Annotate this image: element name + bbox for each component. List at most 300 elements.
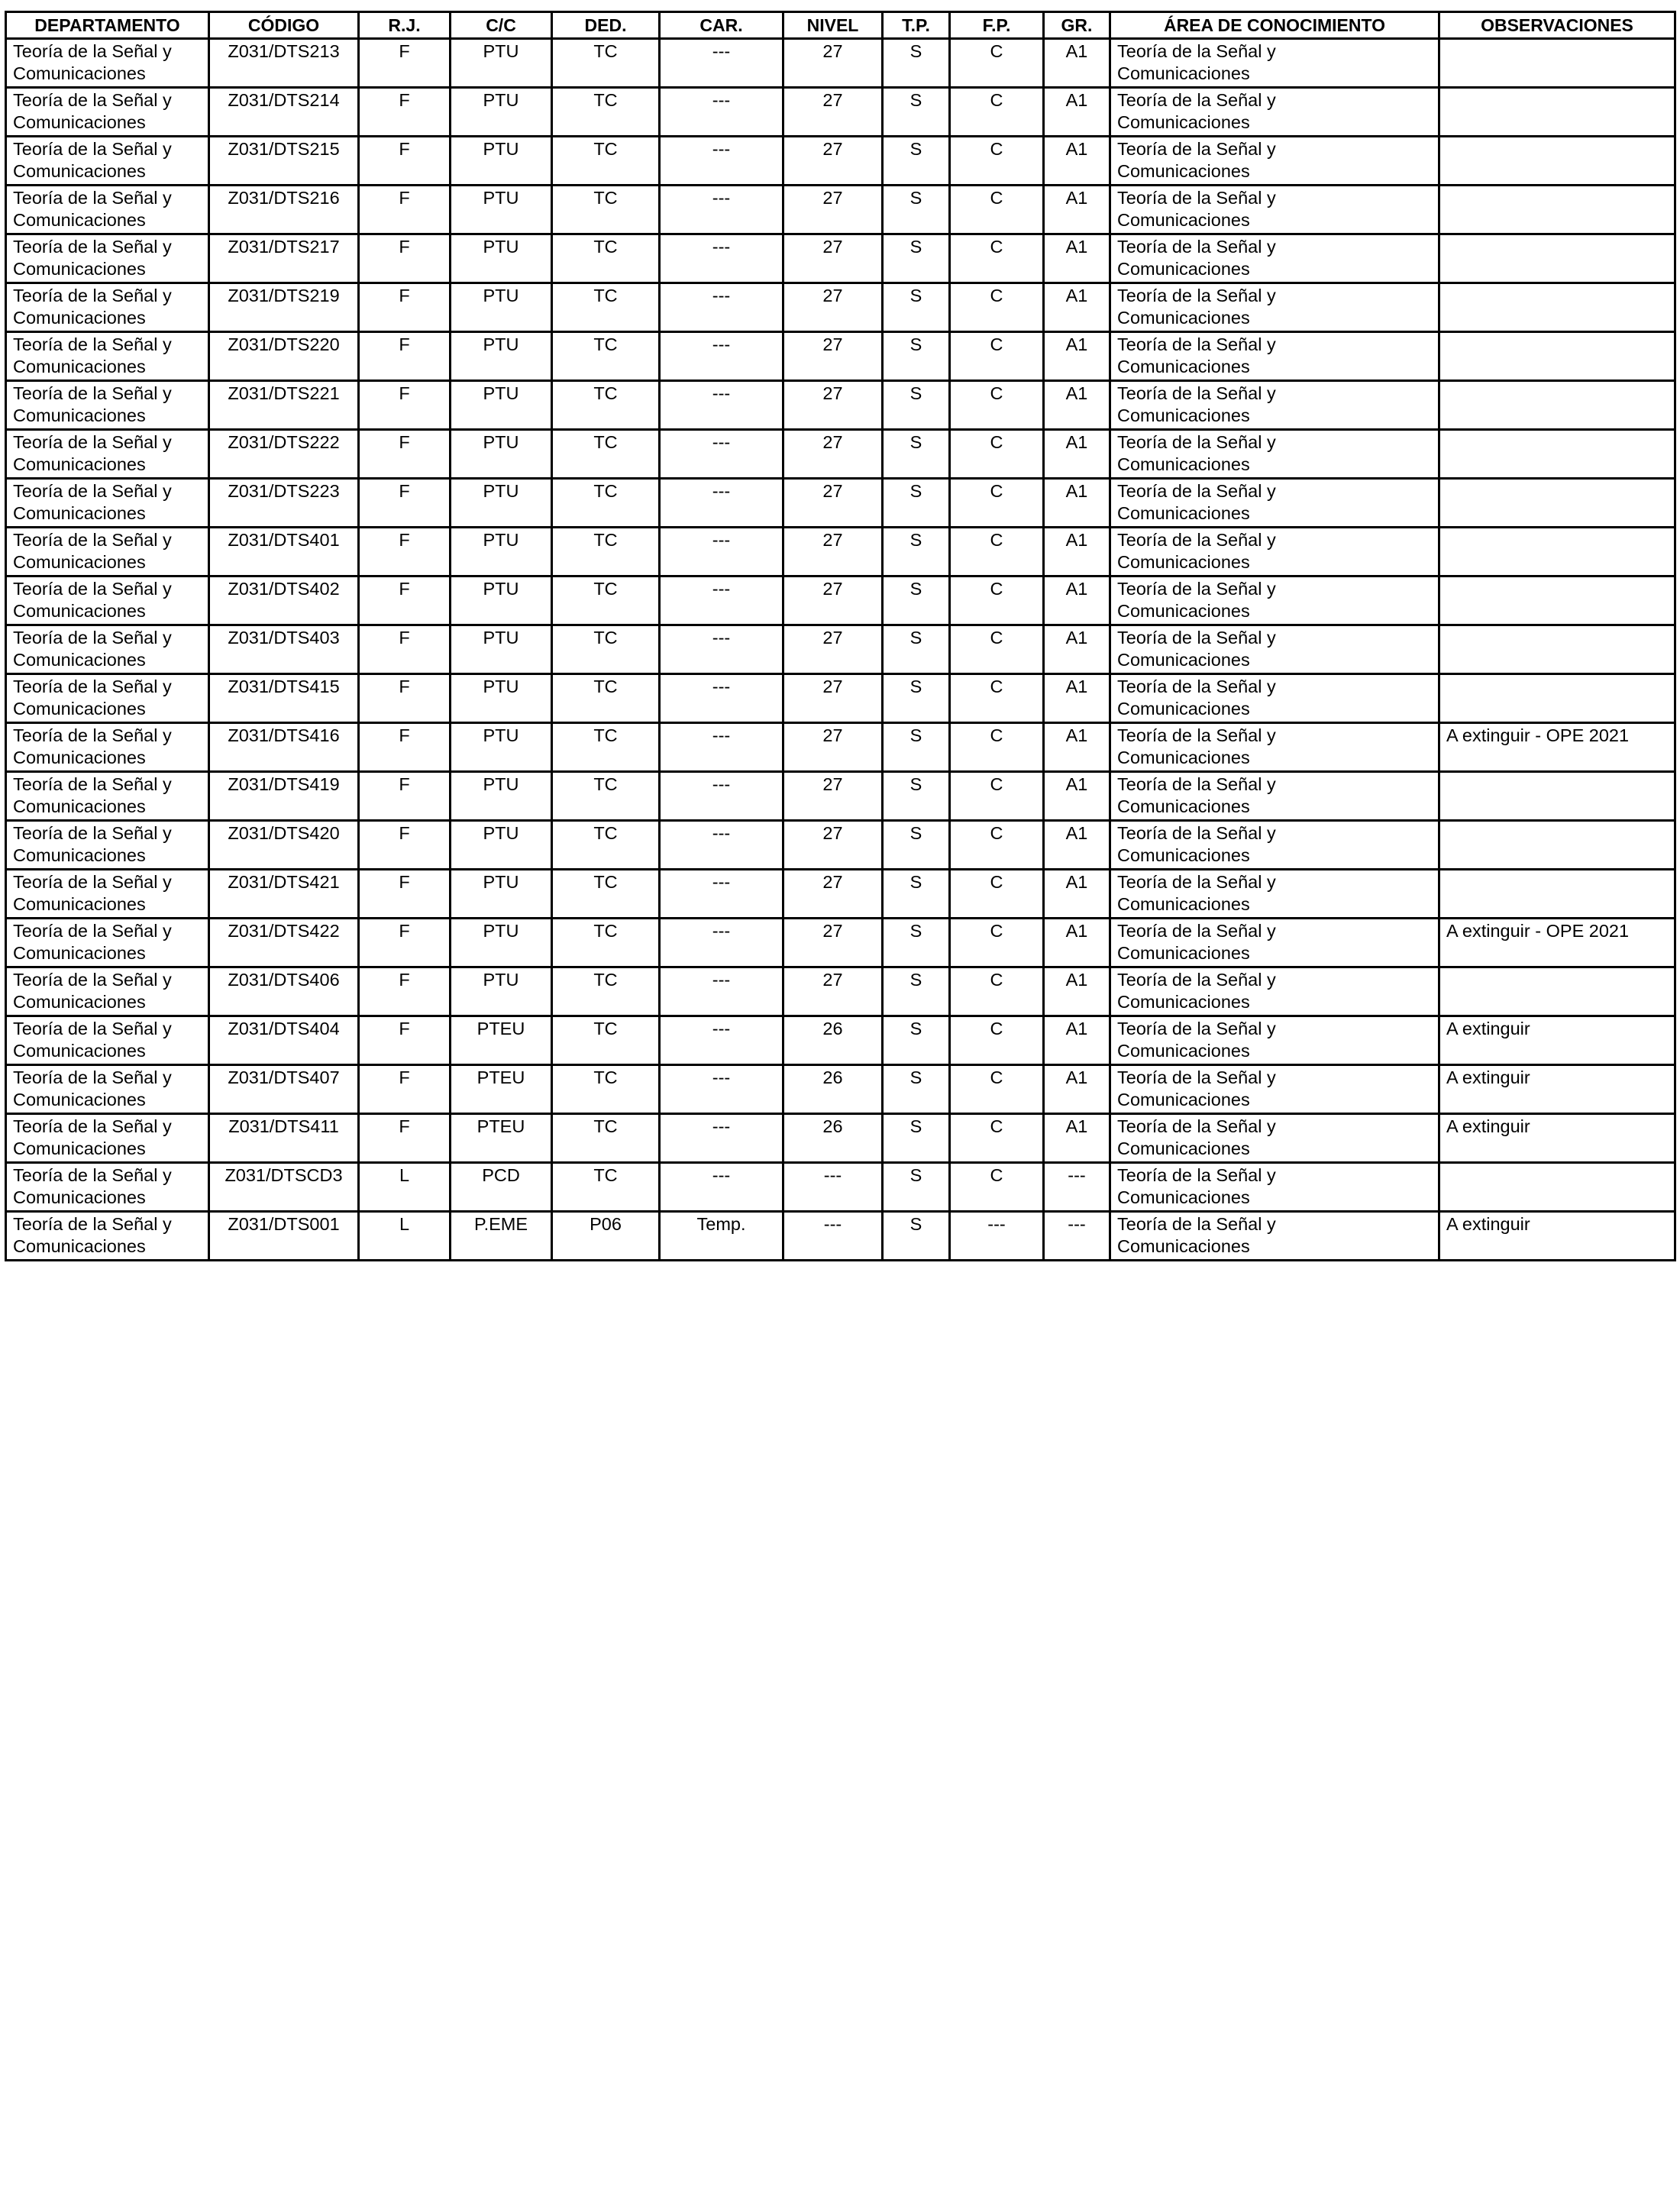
cell-car: --- (660, 674, 783, 723)
cell-observaciones (1439, 772, 1675, 821)
cell-ded: TC (552, 577, 660, 625)
cell-departamento-text: Teoría de la Señal y Comunicaciones (13, 970, 172, 1012)
cell-nivel: 27 (783, 479, 883, 528)
cell-tp: S (883, 625, 950, 674)
cell-ded: TC (552, 1114, 660, 1163)
cell-gr: A1 (1044, 967, 1110, 1016)
cell-area-text: Teoría de la Señal y Comunicaciones (1117, 1116, 1276, 1158)
cell-codigo: Z031/DTS219 (209, 283, 359, 332)
cell-tp: S (883, 919, 950, 967)
cell-cc: PTU (451, 283, 552, 332)
cell-area (1110, 186, 1439, 234)
cell-area (1110, 234, 1439, 283)
cell-gr: A1 (1044, 186, 1110, 234)
cell-fp: C (950, 332, 1044, 381)
cell-area (1110, 919, 1439, 967)
cell-nivel: 27 (783, 870, 883, 919)
cell-fp: C (950, 674, 1044, 723)
cell-rj: F (359, 1065, 451, 1114)
cell-gr: A1 (1044, 528, 1110, 577)
cell-car: --- (660, 1016, 783, 1065)
cell-nivel: 27 (783, 528, 883, 577)
cell-cc: PTU (451, 332, 552, 381)
cell-codigo: Z031/DTS403 (209, 625, 359, 674)
cell-codigo: Z031/DTS421 (209, 870, 359, 919)
cell-fp: C (950, 625, 1044, 674)
cell-area (1110, 137, 1439, 186)
cell-departamento-text: Teoría de la Señal y Comunicaciones (13, 921, 172, 963)
cell-rj: L (359, 1212, 451, 1261)
cell-departamento-text: Teoría de la Señal y Comunicaciones (13, 530, 172, 572)
cell-gr: A1 (1044, 88, 1110, 137)
cell-ded: TC (552, 1016, 660, 1065)
table-row (6, 625, 1675, 674)
cell-ded: P06 (552, 1212, 660, 1261)
cell-area-text: Teoría de la Señal y Comunicaciones (1117, 286, 1276, 328)
cell-ded: TC (552, 283, 660, 332)
cell-area-text: Teoría de la Señal y Comunicaciones (1117, 1067, 1276, 1109)
cell-tp: S (883, 1065, 950, 1114)
table-row (6, 821, 1675, 870)
cell-gr: A1 (1044, 39, 1110, 88)
cell-departamento (6, 186, 209, 234)
cell-cc: PTU (451, 625, 552, 674)
cell-ded: TC (552, 332, 660, 381)
table-row (6, 528, 1675, 577)
cell-codigo: Z031/DTS215 (209, 137, 359, 186)
cell-ded: TC (552, 430, 660, 479)
cell-departamento (6, 1212, 209, 1261)
cell-observaciones (1439, 625, 1675, 674)
cell-cc: PTU (451, 772, 552, 821)
cell-car: --- (660, 1065, 783, 1114)
cell-tp: S (883, 772, 950, 821)
cell-observaciones (1439, 967, 1675, 1016)
cell-nivel: 27 (783, 137, 883, 186)
table-row (6, 577, 1675, 625)
cell-area-text: Teoría de la Señal y Comunicaciones (1117, 334, 1276, 376)
cell-car: --- (660, 1114, 783, 1163)
cell-cc: PTU (451, 430, 552, 479)
cell-observaciones: A extinguir - OPE 2021 (1439, 919, 1675, 967)
cell-departamento (6, 430, 209, 479)
table-row (6, 186, 1675, 234)
cell-car: --- (660, 186, 783, 234)
cell-nivel: 27 (783, 967, 883, 1016)
cell-observaciones (1439, 381, 1675, 430)
cell-fp: C (950, 1114, 1044, 1163)
cell-gr: A1 (1044, 772, 1110, 821)
cell-departamento-text: Teoría de la Señal y Comunicaciones (13, 383, 172, 425)
cell-area (1110, 39, 1439, 88)
cell-area (1110, 332, 1439, 381)
cell-area-text: Teoría de la Señal y Comunicaciones (1117, 1214, 1276, 1256)
cell-area (1110, 625, 1439, 674)
cell-fp: C (950, 967, 1044, 1016)
cell-fp: C (950, 1163, 1044, 1212)
cell-nivel: 26 (783, 1114, 883, 1163)
cell-fp: C (950, 234, 1044, 283)
cell-observaciones (1439, 821, 1675, 870)
cell-ded: TC (552, 88, 660, 137)
table-row (6, 1114, 1675, 1163)
cell-codigo: Z031/DTS404 (209, 1016, 359, 1065)
table-row (6, 674, 1675, 723)
cell-gr: A1 (1044, 1114, 1110, 1163)
cell-cc: PTU (451, 577, 552, 625)
cell-codigo: Z031/DTS422 (209, 919, 359, 967)
cell-nivel: 27 (783, 381, 883, 430)
cell-area (1110, 283, 1439, 332)
cell-cc: PCD (451, 1163, 552, 1212)
cell-observaciones: A extinguir (1439, 1212, 1675, 1261)
staff-positions-table (5, 11, 1676, 1261)
cell-ded: TC (552, 1163, 660, 1212)
cell-ded: TC (552, 967, 660, 1016)
cell-area-text: Teoría de la Señal y Comunicaciones (1117, 1165, 1276, 1207)
cell-car: --- (660, 723, 783, 772)
cell-gr: A1 (1044, 381, 1110, 430)
cell-cc: PTU (451, 967, 552, 1016)
cell-fp: C (950, 723, 1044, 772)
cell-codigo: Z031/DTS217 (209, 234, 359, 283)
cell-rj: F (359, 577, 451, 625)
table-row (6, 137, 1675, 186)
header-cc: C/C (451, 12, 552, 39)
cell-area-text: Teoría de la Señal y Comunicaciones (1117, 432, 1276, 474)
cell-rj: F (359, 186, 451, 234)
cell-observaciones: A extinguir (1439, 1016, 1675, 1065)
cell-departamento (6, 1065, 209, 1114)
cell-ded: TC (552, 528, 660, 577)
cell-observaciones: A extinguir - OPE 2021 (1439, 723, 1675, 772)
header-tp: T.P. (883, 12, 950, 39)
header-fp: F.P. (950, 12, 1044, 39)
cell-ded: TC (552, 625, 660, 674)
cell-gr: A1 (1044, 234, 1110, 283)
cell-departamento-text: Teoría de la Señal y Comunicaciones (13, 579, 172, 621)
cell-rj: F (359, 137, 451, 186)
cell-departamento (6, 1114, 209, 1163)
cell-codigo: Z031/DTS419 (209, 772, 359, 821)
cell-rj: F (359, 332, 451, 381)
cell-departamento (6, 577, 209, 625)
cell-cc: PTEU (451, 1016, 552, 1065)
cell-rj: F (359, 1114, 451, 1163)
table-row (6, 1065, 1675, 1114)
cell-departamento-text: Teoría de la Señal y Comunicaciones (13, 677, 172, 719)
cell-gr: A1 (1044, 723, 1110, 772)
cell-departamento-text: Teoría de la Señal y Comunicaciones (13, 286, 172, 328)
cell-departamento (6, 1016, 209, 1065)
cell-nivel: 27 (783, 723, 883, 772)
cell-ded: TC (552, 919, 660, 967)
cell-departamento (6, 723, 209, 772)
cell-cc: PTU (451, 234, 552, 283)
cell-departamento-text: Teoría de la Señal y Comunicaciones (13, 432, 172, 474)
cell-observaciones (1439, 870, 1675, 919)
cell-cc: PTEU (451, 1065, 552, 1114)
cell-car: --- (660, 283, 783, 332)
cell-rj: F (359, 430, 451, 479)
table-row (6, 967, 1675, 1016)
cell-nivel: --- (783, 1163, 883, 1212)
cell-departamento (6, 821, 209, 870)
cell-area-text: Teoría de la Señal y Comunicaciones (1117, 579, 1276, 621)
cell-observaciones (1439, 479, 1675, 528)
cell-tp: S (883, 234, 950, 283)
cell-ded: TC (552, 1065, 660, 1114)
cell-cc: PTU (451, 674, 552, 723)
cell-ded: TC (552, 186, 660, 234)
cell-departamento-text: Teoría de la Señal y Comunicaciones (13, 725, 172, 767)
cell-nivel: 27 (783, 88, 883, 137)
table-row (6, 283, 1675, 332)
table-row (6, 723, 1675, 772)
cell-cc: P.EME (451, 1212, 552, 1261)
cell-departamento (6, 674, 209, 723)
cell-gr: A1 (1044, 625, 1110, 674)
cell-gr: A1 (1044, 479, 1110, 528)
cell-area (1110, 479, 1439, 528)
header-observaciones: OBSERVACIONES (1439, 12, 1675, 39)
cell-fp: C (950, 1016, 1044, 1065)
cell-departamento (6, 919, 209, 967)
cell-departamento-text: Teoría de la Señal y Comunicaciones (13, 90, 172, 132)
cell-cc: PTU (451, 88, 552, 137)
cell-observaciones (1439, 332, 1675, 381)
cell-tp: S (883, 479, 950, 528)
cell-departamento (6, 625, 209, 674)
cell-departamento-text: Teoría de la Señal y Comunicaciones (13, 1067, 172, 1109)
table-header (6, 12, 1675, 39)
cell-fp: C (950, 577, 1044, 625)
cell-gr: A1 (1044, 674, 1110, 723)
cell-rj: F (359, 479, 451, 528)
cell-departamento-text: Teoría de la Señal y Comunicaciones (13, 823, 172, 865)
cell-fp: C (950, 528, 1044, 577)
cell-area (1110, 1065, 1439, 1114)
cell-codigo: Z031/DTS406 (209, 967, 359, 1016)
cell-area (1110, 88, 1439, 137)
cell-departamento-text: Teoría de la Señal y Comunicaciones (13, 237, 172, 279)
cell-area-text: Teoría de la Señal y Comunicaciones (1117, 970, 1276, 1012)
cell-fp: C (950, 186, 1044, 234)
cell-codigo: Z031/DTS216 (209, 186, 359, 234)
cell-rj: F (359, 88, 451, 137)
cell-observaciones (1439, 430, 1675, 479)
cell-rj: F (359, 870, 451, 919)
cell-nivel: 27 (783, 919, 883, 967)
cell-car: --- (660, 430, 783, 479)
table-row (6, 919, 1675, 967)
cell-ded: TC (552, 479, 660, 528)
header-nivel: NIVEL (783, 12, 883, 39)
cell-ded: TC (552, 381, 660, 430)
cell-area-text: Teoría de la Señal y Comunicaciones (1117, 628, 1276, 670)
cell-gr: A1 (1044, 1065, 1110, 1114)
cell-gr: --- (1044, 1163, 1110, 1212)
cell-rj: F (359, 283, 451, 332)
cell-departamento (6, 88, 209, 137)
cell-area-text: Teoría de la Señal y Comunicaciones (1117, 237, 1276, 279)
table-row (6, 772, 1675, 821)
cell-codigo: Z031/DTS223 (209, 479, 359, 528)
cell-observaciones (1439, 88, 1675, 137)
cell-area (1110, 430, 1439, 479)
cell-area-text: Teoría de la Señal y Comunicaciones (1117, 872, 1276, 914)
cell-fp: C (950, 870, 1044, 919)
cell-nivel: 27 (783, 577, 883, 625)
header-car: CAR. (660, 12, 783, 39)
cell-nivel: 27 (783, 332, 883, 381)
cell-fp: C (950, 137, 1044, 186)
cell-nivel: --- (783, 1212, 883, 1261)
cell-cc: PTEU (451, 1114, 552, 1163)
cell-codigo: Z031/DTS411 (209, 1114, 359, 1163)
cell-codigo: Z031/DTS401 (209, 528, 359, 577)
cell-car: --- (660, 234, 783, 283)
cell-area-text: Teoría de la Señal y Comunicaciones (1117, 383, 1276, 425)
cell-observaciones (1439, 186, 1675, 234)
cell-area (1110, 674, 1439, 723)
cell-nivel: 27 (783, 186, 883, 234)
cell-rj: F (359, 1016, 451, 1065)
cell-fp: C (950, 1065, 1044, 1114)
cell-fp: C (950, 381, 1044, 430)
cell-rj: F (359, 919, 451, 967)
cell-car: --- (660, 39, 783, 88)
cell-tp: S (883, 1016, 950, 1065)
table-row (6, 430, 1675, 479)
cell-departamento-text: Teoría de la Señal y Comunicaciones (13, 481, 172, 523)
cell-car: --- (660, 528, 783, 577)
cell-gr: A1 (1044, 430, 1110, 479)
cell-departamento (6, 528, 209, 577)
cell-tp: S (883, 870, 950, 919)
cell-tp: S (883, 39, 950, 88)
cell-codigo: Z031/DTS220 (209, 332, 359, 381)
cell-car: --- (660, 919, 783, 967)
cell-gr: A1 (1044, 137, 1110, 186)
cell-departamento-text: Teoría de la Señal y Comunicaciones (13, 774, 172, 816)
cell-departamento-text: Teoría de la Señal y Comunicaciones (13, 628, 172, 670)
cell-tp: S (883, 967, 950, 1016)
cell-ded: TC (552, 137, 660, 186)
cell-rj: F (359, 772, 451, 821)
cell-ded: TC (552, 39, 660, 88)
cell-area (1110, 1212, 1439, 1261)
cell-tp: S (883, 381, 950, 430)
cell-nivel: 27 (783, 821, 883, 870)
cell-nivel: 27 (783, 39, 883, 88)
cell-observaciones (1439, 39, 1675, 88)
cell-cc: PTU (451, 137, 552, 186)
cell-codigo: Z031/DTS415 (209, 674, 359, 723)
cell-area (1110, 577, 1439, 625)
cell-gr: A1 (1044, 577, 1110, 625)
cell-rj: F (359, 528, 451, 577)
cell-cc: PTU (451, 39, 552, 88)
cell-area (1110, 1016, 1439, 1065)
cell-nivel: 27 (783, 674, 883, 723)
cell-car: --- (660, 967, 783, 1016)
cell-area (1110, 870, 1439, 919)
cell-codigo: Z031/DTS001 (209, 1212, 359, 1261)
cell-tp: S (883, 283, 950, 332)
cell-area (1110, 723, 1439, 772)
cell-tp: S (883, 430, 950, 479)
cell-departamento (6, 137, 209, 186)
cell-fp: C (950, 919, 1044, 967)
cell-cc: PTU (451, 870, 552, 919)
cell-codigo: Z031/DTS402 (209, 577, 359, 625)
cell-area (1110, 772, 1439, 821)
cell-cc: PTU (451, 186, 552, 234)
table-row (6, 234, 1675, 283)
cell-tp: S (883, 332, 950, 381)
cell-departamento (6, 772, 209, 821)
cell-rj: F (359, 723, 451, 772)
cell-ded: TC (552, 234, 660, 283)
cell-codigo: Z031/DTS420 (209, 821, 359, 870)
cell-departamento-text: Teoría de la Señal y Comunicaciones (13, 1116, 172, 1158)
cell-rj: L (359, 1163, 451, 1212)
cell-area-text: Teoría de la Señal y Comunicaciones (1117, 90, 1276, 132)
cell-departamento (6, 479, 209, 528)
cell-departamento (6, 283, 209, 332)
cell-car: --- (660, 381, 783, 430)
header-area: ÁREA DE CONOCIMIENTO (1110, 12, 1439, 39)
header-departamento: DEPARTAMENTO (6, 12, 209, 39)
cell-cc: PTU (451, 723, 552, 772)
cell-rj: F (359, 381, 451, 430)
cell-car: --- (660, 137, 783, 186)
cell-area-text: Teoría de la Señal y Comunicaciones (1117, 1019, 1276, 1061)
cell-rj: F (359, 234, 451, 283)
table-row (6, 1163, 1675, 1212)
cell-codigo: Z031/DTS213 (209, 39, 359, 88)
cell-area-text: Teoría de la Señal y Comunicaciones (1117, 725, 1276, 767)
cell-area (1110, 967, 1439, 1016)
cell-area-text: Teoría de la Señal y Comunicaciones (1117, 41, 1276, 83)
cell-fp: C (950, 821, 1044, 870)
table-body (6, 39, 1675, 1261)
cell-ded: TC (552, 723, 660, 772)
cell-rj: F (359, 967, 451, 1016)
cell-observaciones (1439, 577, 1675, 625)
cell-observaciones (1439, 137, 1675, 186)
cell-gr: A1 (1044, 332, 1110, 381)
cell-car: --- (660, 870, 783, 919)
cell-codigo: Z031/DTS407 (209, 1065, 359, 1114)
header-codigo: CÓDIGO (209, 12, 359, 39)
cell-car: --- (660, 1163, 783, 1212)
cell-ded: TC (552, 821, 660, 870)
cell-codigo: Z031/DTS214 (209, 88, 359, 137)
cell-codigo: Z031/DTS222 (209, 430, 359, 479)
table-row (6, 39, 1675, 88)
cell-observaciones (1439, 234, 1675, 283)
cell-ded: TC (552, 674, 660, 723)
cell-rj: F (359, 674, 451, 723)
cell-rj: F (359, 625, 451, 674)
cell-codigo: Z031/DTS221 (209, 381, 359, 430)
cell-observaciones (1439, 1163, 1675, 1212)
cell-rj: F (359, 821, 451, 870)
header-rj: R.J. (359, 12, 451, 39)
cell-nivel: 27 (783, 234, 883, 283)
